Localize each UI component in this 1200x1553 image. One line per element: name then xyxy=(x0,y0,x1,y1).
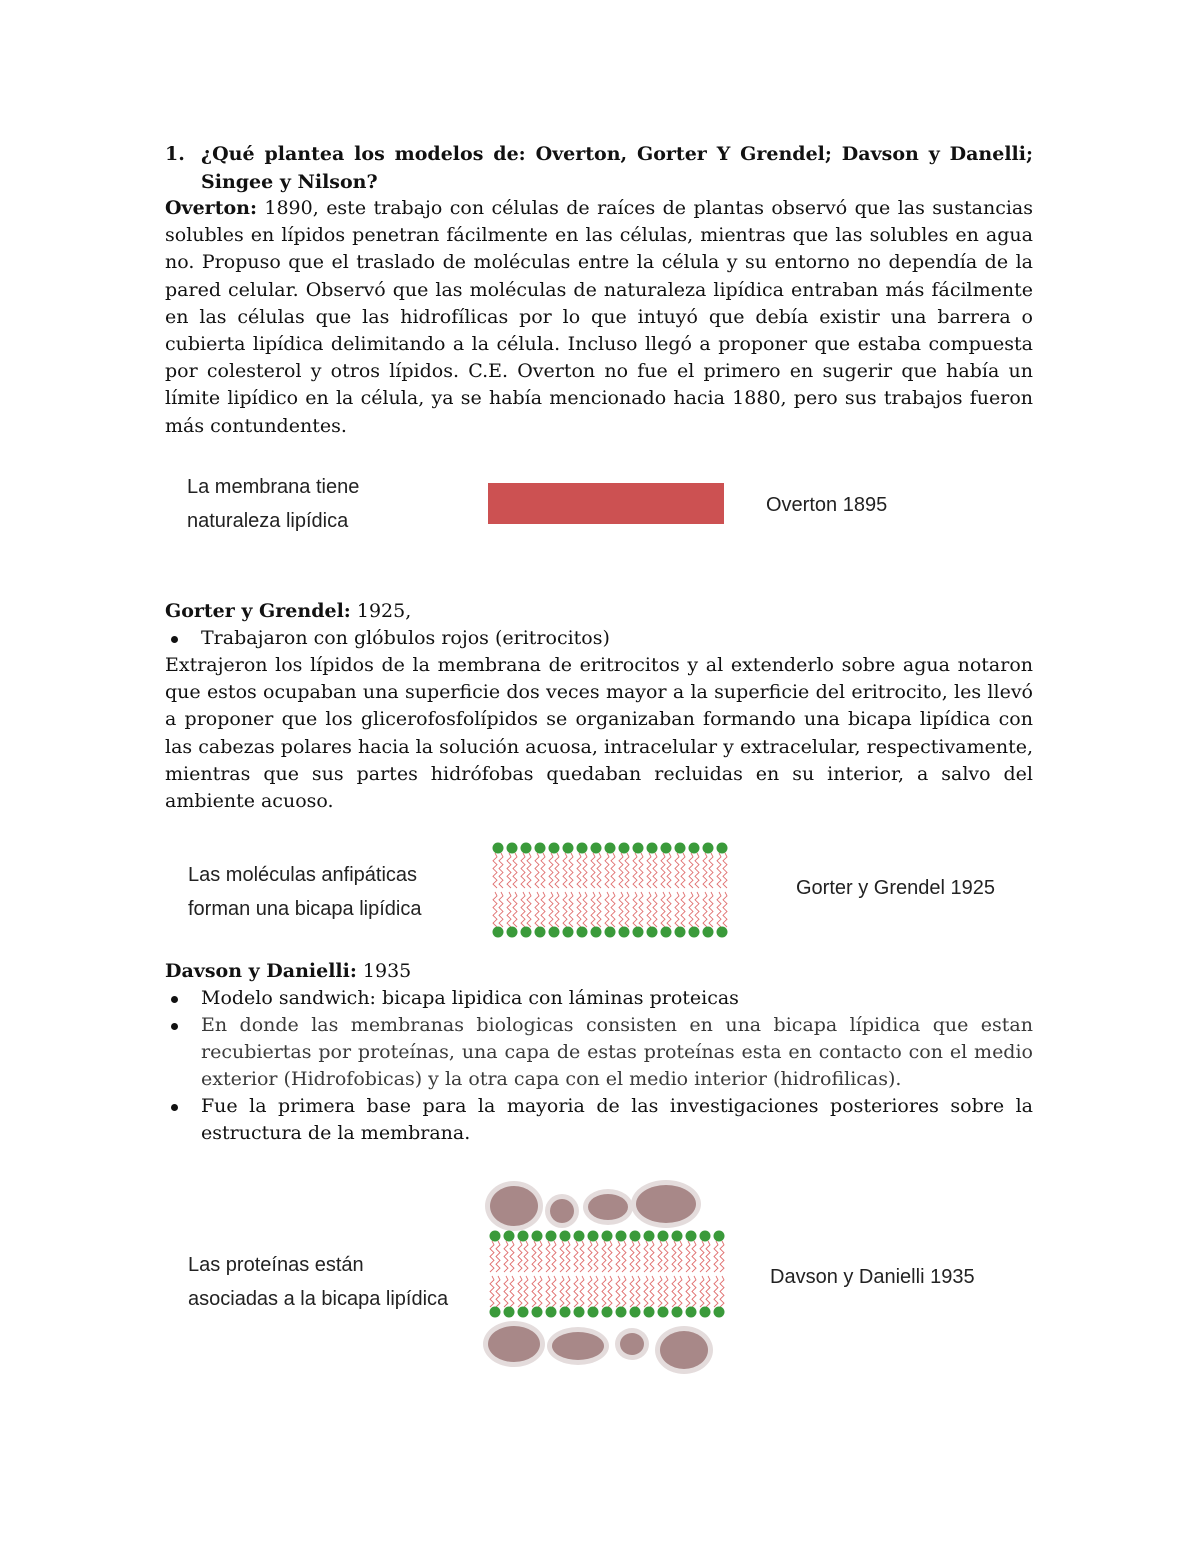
lipid-tail xyxy=(644,1276,648,1307)
overton-body: 1890, este trabajo con células de raíces de plantas observó que las sustancias solubles en lípidos penetran fácilmente en las células, mientras que las solubles en agua no. Propuso que el traslado de moléculas entre la célula y su entorno no dependía de la pared celular. Observó que las moléculas de naturaleza lipídica entraban más fácilmente en las células que las hidrofílicas por lo que intuyó que debía existir una barrera o cubierta lipídica delimitando a la célula. Incluso llegó a proponer que estaba compuesta por colesterol y otros lípidos. C.E. Overton no fue el primero en sugerir que había un límite lipídico en la célula, ya se había mencionado hacia 1880, pero sus trabajos fueron más contundentes. xyxy=(165,197,1033,437)
lipid-tail xyxy=(555,853,559,888)
lipid-tail xyxy=(538,1276,542,1307)
lipid-tail xyxy=(633,853,637,888)
lipid-tail xyxy=(574,1241,578,1272)
lipid-tail xyxy=(636,1241,640,1272)
lipid-tail xyxy=(541,892,545,927)
lipid-tail xyxy=(681,892,685,927)
lipid-tail xyxy=(661,892,665,927)
lipid-head-bottom xyxy=(602,1307,613,1318)
lipid-head-top xyxy=(689,843,700,854)
lipid-tail xyxy=(650,1276,654,1307)
figure1-caption: Overton 1895 xyxy=(766,494,888,516)
lipid-tail xyxy=(639,892,643,927)
lipid-tail xyxy=(658,1276,662,1307)
lipid-tail xyxy=(625,853,629,888)
lipid-tail xyxy=(611,853,615,888)
lipid-tail xyxy=(535,892,539,927)
figure3-label-line1: Las proteínas están xyxy=(188,1254,364,1276)
figure2-label-line2: forman una bicapa lipídica xyxy=(188,898,422,920)
lipid-tail xyxy=(490,1276,494,1307)
lipid-tail xyxy=(653,892,657,927)
lipid-tail xyxy=(706,1276,710,1307)
lipid-tail xyxy=(507,892,511,927)
lipid-tail xyxy=(591,892,595,927)
lipid-tail xyxy=(535,853,539,888)
davson-bullet-1: Modelo sandwich: bicapa lipidica con láminas proteicas xyxy=(165,985,1033,1012)
lipid-tail xyxy=(714,1276,718,1307)
lipid-head-bottom xyxy=(644,1307,655,1318)
lipid-tail xyxy=(580,1241,584,1272)
lipid-head-bottom xyxy=(588,1307,599,1318)
lipid-head-bottom xyxy=(532,1307,543,1318)
lipid-tail xyxy=(493,853,497,888)
lipid-head-bottom xyxy=(490,1307,501,1318)
lipid-tail xyxy=(566,1241,570,1272)
question-number: 1. xyxy=(165,143,185,165)
lipid-tail xyxy=(723,892,727,927)
davson-bullet-3: Fue la primera base para la mayoria de las investigaciones posteriores sobre la estructura de la membrana. xyxy=(165,1093,1033,1147)
lipid-tail xyxy=(563,892,567,927)
lipid-head-bottom xyxy=(661,927,672,938)
lipid-tail xyxy=(588,1241,592,1272)
lipid-head-bottom xyxy=(717,927,728,938)
lipid-head-bottom xyxy=(535,927,546,938)
lipid-head-top xyxy=(717,843,728,854)
davson-bullet-2: En donde las membranas biologicas consisten en una bicapa lípidica que estan recubiertas por proteínas, una capa de estas proteínas esta en contacto con el medio exterior (Hidrofobicas) y la otra capa con el medio interior (hidrofilicas). xyxy=(165,1012,1033,1093)
lipid-head-top xyxy=(633,843,644,854)
lipid-head-bottom xyxy=(658,1307,669,1318)
lipid-head-bottom xyxy=(493,927,504,938)
lipid-head-bottom xyxy=(574,1307,585,1318)
lipid-tail xyxy=(597,892,601,927)
lipid-tail xyxy=(513,853,517,888)
lipid-tail xyxy=(521,853,525,888)
davson-year: 1935 xyxy=(356,960,412,982)
lipid-tail xyxy=(591,853,595,888)
lipid-head-top xyxy=(577,843,588,854)
lipid-head-bottom xyxy=(616,1307,627,1318)
overton-heading: Overton: xyxy=(165,197,257,219)
lipid-head-top xyxy=(535,843,546,854)
lipid-tail xyxy=(689,892,693,927)
lipid-tail xyxy=(594,1276,598,1307)
lipid-tail xyxy=(555,892,559,927)
lipid-tail xyxy=(569,853,573,888)
lipid-tail xyxy=(602,1241,606,1272)
protein-globule xyxy=(550,1199,574,1223)
lipid-tail xyxy=(714,1241,718,1272)
lipid-head-top xyxy=(546,1231,557,1242)
lipid-tail xyxy=(549,892,553,927)
lipid-tail xyxy=(616,1241,620,1272)
lipid-tail xyxy=(608,1276,612,1307)
gorter-year: 1925, xyxy=(350,600,412,622)
figure1-label-line2: naturaleza lipídica xyxy=(187,510,349,532)
protein-globule xyxy=(660,1331,708,1369)
lipid-tail xyxy=(552,1276,556,1307)
lipid-head-top xyxy=(714,1231,725,1242)
lipid-tail xyxy=(636,1276,640,1307)
lipid-head-top xyxy=(647,843,658,854)
lipid-tail xyxy=(490,1241,494,1272)
lipid-head-top xyxy=(605,843,616,854)
lipid-tail xyxy=(541,853,545,888)
lipid-head-bottom xyxy=(563,927,574,938)
lipid-tail xyxy=(678,1276,682,1307)
lipid-tail xyxy=(521,892,525,927)
lipid-tail xyxy=(583,853,587,888)
lipid-tail xyxy=(689,853,693,888)
lipid-head-bottom xyxy=(549,927,560,938)
lipid-tail xyxy=(686,1241,690,1272)
protein-globule xyxy=(636,1185,696,1223)
lipid-head-top xyxy=(644,1231,655,1242)
lipid-tail xyxy=(532,1241,536,1272)
lipid-tail xyxy=(672,1276,676,1307)
protein-globule xyxy=(620,1333,644,1355)
lipid-tail xyxy=(510,1276,514,1307)
lipid-head-bottom xyxy=(630,1307,641,1318)
lipid-tail xyxy=(496,1276,500,1307)
lipid-head-top xyxy=(591,843,602,854)
lipid-tail xyxy=(720,1276,724,1307)
lipid-head-bottom xyxy=(619,927,630,938)
lipid-tail xyxy=(552,1241,556,1272)
overton-lipid-bar xyxy=(488,483,724,524)
lipid-tail xyxy=(700,1241,704,1272)
lipid-tail xyxy=(667,853,671,888)
lipid-head-top xyxy=(661,843,672,854)
gorter-paragraph: Extrajeron los lípidos de la membrana de eritrocitos y al extenderlo sobre agua notaron que estos ocupaban una superficie dos veces mayor a la superficie del eritrocito, les llevó a proponer que los glicerofosfolípidos se organizaban formando una bicapa lipídica con las cabezas polares hacia la solución acuosa, intracelular y extracelular, respectivamente, mientras que sus partes hidrófobas quedaban recluidas en su interior, a salvo del ambiente acuoso. xyxy=(165,654,1033,813)
lipid-head-top xyxy=(658,1231,669,1242)
figure2-label-line1: Las moléculas anfipáticas xyxy=(188,864,418,886)
lipid-tail xyxy=(527,853,531,888)
lipid-tail xyxy=(524,1241,528,1272)
lipid-tail xyxy=(563,853,567,888)
lipid-tail xyxy=(658,1241,662,1272)
lipid-tail xyxy=(499,892,503,927)
lipid-head-top xyxy=(619,843,630,854)
lipid-tail xyxy=(703,853,707,888)
lipid-head-top xyxy=(616,1231,627,1242)
lipid-tail xyxy=(513,892,517,927)
lipid-tail xyxy=(692,1241,696,1272)
lipid-head-bottom xyxy=(577,927,588,938)
davson-sandwich-diagram xyxy=(482,1178,732,1378)
lipid-tail xyxy=(675,892,679,927)
lipid-tail xyxy=(569,892,573,927)
lipid-head-top xyxy=(532,1231,543,1242)
lipid-tail xyxy=(496,1241,500,1272)
lipid-head-top xyxy=(507,843,518,854)
gorter-bullet-list xyxy=(165,625,1033,652)
lipid-tail xyxy=(644,1241,648,1272)
lipid-tail xyxy=(549,853,553,888)
lipid-head-top xyxy=(686,1231,697,1242)
lipid-tail xyxy=(574,1276,578,1307)
figure1-label-line1: La membrana tiene xyxy=(187,476,360,498)
lipid-tail xyxy=(611,892,615,927)
lipid-tail xyxy=(594,1241,598,1272)
lipid-tail xyxy=(717,853,721,888)
lipid-tail xyxy=(538,1241,542,1272)
lipid-tail xyxy=(527,892,531,927)
lipid-tail xyxy=(546,1276,550,1307)
lipid-tail xyxy=(588,1276,592,1307)
lipid-tail xyxy=(619,892,623,927)
lipid-tail xyxy=(504,1241,508,1272)
lipid-tail xyxy=(518,1276,522,1307)
figure3-label xyxy=(188,1248,448,1316)
lipid-head-top xyxy=(493,843,504,854)
lipid-tail xyxy=(566,1276,570,1307)
figure2-caption: Gorter y Grendel 1925 xyxy=(796,877,995,899)
protein-globule xyxy=(588,1194,628,1220)
lipid-tail xyxy=(664,1276,668,1307)
lipid-tail xyxy=(672,1241,676,1272)
lipid-tail xyxy=(605,892,609,927)
lipid-head-bottom xyxy=(605,927,616,938)
lipid-tail xyxy=(507,853,511,888)
lipid-tail xyxy=(622,1276,626,1307)
lipid-head-top xyxy=(574,1231,585,1242)
lipid-tail xyxy=(499,853,503,888)
lipid-head-bottom xyxy=(546,1307,557,1318)
lipid-tail xyxy=(720,1241,724,1272)
figure3-caption: Davson y Danielli 1935 xyxy=(770,1266,975,1288)
lipid-tail xyxy=(546,1241,550,1272)
lipid-head-bottom xyxy=(686,1307,697,1318)
gorter-bilayer-diagram xyxy=(490,840,738,940)
lipid-head-bottom xyxy=(521,927,532,938)
lipid-head-bottom xyxy=(560,1307,571,1318)
lipid-tail xyxy=(647,892,651,927)
lipid-tail xyxy=(532,1276,536,1307)
lipid-tail xyxy=(518,1241,522,1272)
lipid-head-top xyxy=(521,843,532,854)
lipid-head-bottom xyxy=(647,927,658,938)
figure3-label-line2: asociadas a la bicapa lipídica xyxy=(188,1288,449,1310)
lipid-head-top xyxy=(490,1231,501,1242)
lipid-tail xyxy=(524,1276,528,1307)
lipid-tail xyxy=(675,853,679,888)
lipid-tail xyxy=(583,892,587,927)
lipid-tail xyxy=(700,1276,704,1307)
lipid-head-bottom xyxy=(504,1307,515,1318)
lipid-tail xyxy=(597,853,601,888)
lipid-head-top xyxy=(518,1231,529,1242)
davson-heading: Davson y Danielli: xyxy=(165,960,357,982)
lipid-tail xyxy=(664,1241,668,1272)
question-text: ¿Qué plantea los modelos de: Overton, Gorter Y Grendel; Davson y Danelli; Singee y Nilson? xyxy=(201,143,1033,193)
lipid-tail xyxy=(717,892,721,927)
lipid-tail xyxy=(580,1276,584,1307)
lipid-head-top xyxy=(560,1231,571,1242)
lipid-tail xyxy=(692,1276,696,1307)
lipid-tail xyxy=(560,1276,564,1307)
davson-bullet-list xyxy=(165,985,1033,1147)
lipid-tail xyxy=(678,1241,682,1272)
lipid-tail xyxy=(723,853,727,888)
lipid-tail xyxy=(686,1276,690,1307)
lipid-head-bottom xyxy=(689,927,700,938)
lipid-head-top xyxy=(630,1231,641,1242)
protein-globule xyxy=(552,1332,604,1360)
lipid-tail xyxy=(605,853,609,888)
lipid-tail xyxy=(630,1241,634,1272)
lipid-tail xyxy=(619,853,623,888)
lipid-tail xyxy=(647,853,651,888)
lipid-head-top xyxy=(700,1231,711,1242)
lipid-head-bottom xyxy=(672,1307,683,1318)
protein-globule xyxy=(488,1326,540,1362)
lipid-tail xyxy=(706,1241,710,1272)
lipid-tail xyxy=(622,1241,626,1272)
lipid-tail xyxy=(510,1241,514,1272)
lipid-head-top xyxy=(703,843,714,854)
lipid-head-bottom xyxy=(633,927,644,938)
lipid-tail xyxy=(602,1276,606,1307)
lipid-tail xyxy=(639,853,643,888)
lipid-head-top xyxy=(602,1231,613,1242)
lipid-tail xyxy=(616,1276,620,1307)
lipid-head-bottom xyxy=(507,927,518,938)
lipid-tail xyxy=(577,892,581,927)
lipid-head-bottom xyxy=(714,1307,725,1318)
davson-heading-line xyxy=(165,958,1033,985)
lipid-tail xyxy=(493,892,497,927)
lipid-tail xyxy=(577,853,581,888)
lipid-head-top xyxy=(672,1231,683,1242)
lipid-head-top xyxy=(675,843,686,854)
lipid-tail xyxy=(703,892,707,927)
lipid-tail xyxy=(630,1276,634,1307)
gorter-bullet-item: Trabajaron con glóbulos rojos (eritrocitos) xyxy=(165,625,1033,652)
lipid-head-bottom xyxy=(700,1307,711,1318)
lipid-head-bottom xyxy=(675,927,686,938)
lipid-head-top xyxy=(549,843,560,854)
lipid-tail xyxy=(681,853,685,888)
lipid-head-top xyxy=(504,1231,515,1242)
figure2-label xyxy=(188,858,421,926)
gorter-heading-line xyxy=(165,598,1033,625)
figure1-label xyxy=(187,470,359,538)
lipid-tail xyxy=(653,853,657,888)
lipid-tail xyxy=(560,1241,564,1272)
lipid-tail xyxy=(695,853,699,888)
lipid-head-top xyxy=(588,1231,599,1242)
lipid-tail xyxy=(661,853,665,888)
lipid-head-bottom xyxy=(703,927,714,938)
lipid-tail xyxy=(709,892,713,927)
lipid-tail xyxy=(625,892,629,927)
lipid-tail xyxy=(667,892,671,927)
lipid-tail xyxy=(633,892,637,927)
lipid-tail xyxy=(650,1241,654,1272)
lipid-tail xyxy=(608,1241,612,1272)
gorter-heading: Gorter y Grendel: xyxy=(165,600,351,622)
lipid-head-bottom xyxy=(518,1307,529,1318)
lipid-tail xyxy=(504,1276,508,1307)
overton-paragraph xyxy=(165,195,1033,440)
lipid-head-bottom xyxy=(591,927,602,938)
lipid-head-top xyxy=(563,843,574,854)
question-heading xyxy=(165,140,1033,196)
protein-globule xyxy=(490,1186,538,1226)
lipid-tail xyxy=(709,853,713,888)
lipid-tail xyxy=(695,892,699,927)
